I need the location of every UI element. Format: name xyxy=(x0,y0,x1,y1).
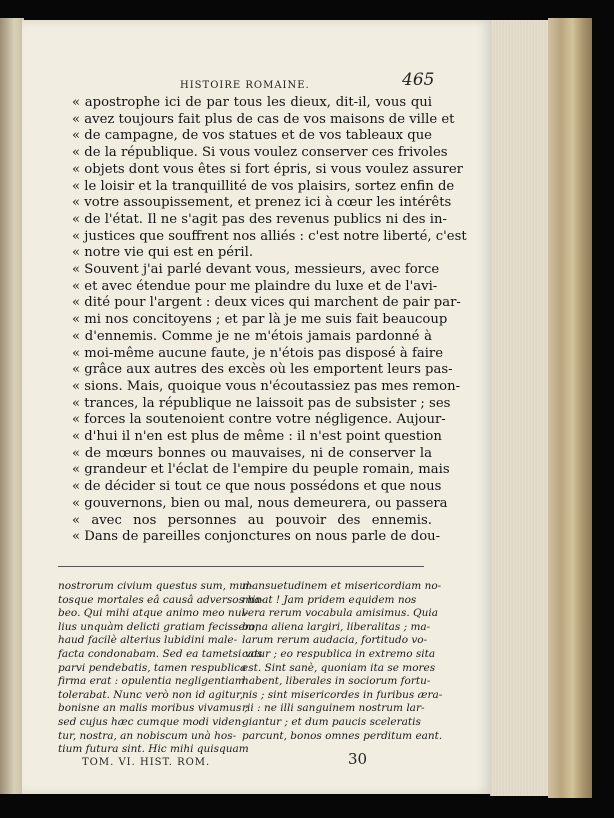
footnote-line: tur, nostra, an nobiscum unà hos- xyxy=(58,729,237,742)
footnote-line: lius unquàm delicti gratiam fecissem, xyxy=(58,620,258,633)
text-line: « grandeur et l'éclat de l'empire du peuple romain, mais xyxy=(72,462,450,478)
text-line: « le loisir et la tranquillité de vos plaisirs, sortez enfin de xyxy=(72,178,455,194)
text-line: « votre assoupissement, et prenez ici à cœur les intérêts xyxy=(72,195,452,211)
facing-page-edge xyxy=(0,18,24,794)
footnote-line: giantur ; et dum paucis sceleratis xyxy=(242,715,421,728)
text-line: « avec nos personnes au pouvoir des ennemis. xyxy=(72,512,432,528)
text-line: « de l'état. Il ne s'agit pas des revenus publics ni des in- xyxy=(72,211,447,227)
footnote-line: tosque mortales eâ causâ adversos ha- xyxy=(58,593,264,606)
footnote-line: tium futura sint. Hic mihi quisquam xyxy=(58,743,249,756)
footnote-line: mansuetudinem et misericordiam no- xyxy=(242,580,442,592)
text-line: « dité pour l'argent : deux vices qui marchent de pair par- xyxy=(72,295,461,311)
text-line: « de campagne, de vos statues et de vos tableaux que xyxy=(72,128,432,144)
text-line: « d'ennemis. Comme je ne m'étois jamais pardonné à xyxy=(72,328,432,344)
footnote-line: tolerabat. Nunc verò non id agitur, xyxy=(58,688,244,701)
running-header: HISTOIRE ROMAINE. xyxy=(180,80,310,91)
text-line: « Souvent j'ai parlé devant vous, messieurs, avec force xyxy=(72,262,440,278)
footnote-line: nis ; sint misericordes in furibus æra- xyxy=(242,688,443,701)
footnote-left-column xyxy=(58,580,264,757)
text-line: « sions. Mais, quoique vous n'écoutassiez pas mes remon- xyxy=(72,378,461,394)
book-page xyxy=(22,20,492,794)
footnote-rule xyxy=(58,566,424,567)
footnote-line: bonisne an malis moribus vivamus ; xyxy=(58,702,249,715)
text-line: « gouvernons, bien ou mal, nous demeurera, ou passera xyxy=(72,495,448,511)
text-line: « notre vie qui est en péril. xyxy=(72,245,254,261)
footnote-line: vera rerum vocabula amisimus. Quia xyxy=(242,607,438,620)
text-line: « de la république. Si vous voulez conserver ces frivoles xyxy=(72,145,448,161)
text-line: « moi-même aucune faute, je n'étois pas disposé à faire xyxy=(72,345,444,361)
footnote-line: catur ; eo respublica in extremo sita xyxy=(242,647,436,660)
footnote-line: bona aliena largiri, liberalitas ; ma- xyxy=(242,620,431,633)
footnote-line: parvi pendebatis, tamen respublica xyxy=(58,661,247,674)
page-block-edges xyxy=(490,20,549,796)
text-line: « et avec étendue pour me plaindre du luxe et de l'avi- xyxy=(72,278,438,294)
text-line: « trances, la république ne laissoit pas de subsister ; ses xyxy=(72,395,451,411)
footnote-line: firma erat : opulentia negligentiam xyxy=(58,675,245,688)
footnote-right-column xyxy=(242,580,443,743)
footnote-line: facta condonabam. Sed ea tametsi vos xyxy=(58,647,263,660)
text-line: « d'hui il n'en est plus de même : il n'est point question xyxy=(72,429,442,445)
page-number: 465 xyxy=(402,70,435,90)
sheet-number: 30 xyxy=(348,750,368,768)
text-line: « de mœurs bonnes ou mauvaises, ni de conserver la xyxy=(72,445,432,461)
footnote-line: est. Sint sanè, quoniam ita se mores xyxy=(242,661,436,674)
footnote-line: parcunt, bonos omnes perditum eant. xyxy=(242,729,443,742)
text-line: « forces la soutenoient contre votre négligence. Aujour- xyxy=(72,412,446,428)
text-line: « avez toujours fait plus de cas de vos maisons de ville et xyxy=(72,111,455,127)
text-line: « apostrophe ici de par tous les dieux, dit-il, vous qui xyxy=(72,95,432,110)
text-line: « de décider si tout ce que nous possédons et que nous xyxy=(72,479,442,495)
main-text xyxy=(72,95,467,546)
text-line: « justices que souffrent nos alliés : c'est notre liberté, c'est xyxy=(72,228,467,244)
footnote-line: rii : ne illi sanguinem nostrum lar- xyxy=(242,702,425,715)
signature-mark: TOM. VI. HIST. ROM. xyxy=(82,757,211,768)
footnote-line: nostrorum civium questus sum, mul- xyxy=(58,580,253,592)
footnote-line: sed cujus hæc cumque modi viden- xyxy=(58,715,245,728)
book-cover-edge xyxy=(548,18,592,798)
text-line: « grâce aux autres des excès où les emportent leurs pas- xyxy=(72,362,453,378)
text-line: « mi nos concitoyens ; et par là je me suis fait beaucoup xyxy=(72,312,448,328)
footnote-line: haud facilè alterius lubidini male- xyxy=(58,634,238,647)
footnote-line: minat ! Jam pridem equidem nos xyxy=(242,593,417,606)
footnote-line: larum rerum audacia, fortitudo vo- xyxy=(242,634,428,647)
footnote-line: habent, liberales in sociorum fortu- xyxy=(242,675,431,688)
footnote-line: beo. Qui mihi atque animo meo nul- xyxy=(58,607,249,620)
text-line: « objets dont vous êtes si fort épris, si vous voulez assurer xyxy=(72,161,463,177)
text-line: « Dans de pareilles conjonctures on nous parle de dou- xyxy=(72,529,441,545)
